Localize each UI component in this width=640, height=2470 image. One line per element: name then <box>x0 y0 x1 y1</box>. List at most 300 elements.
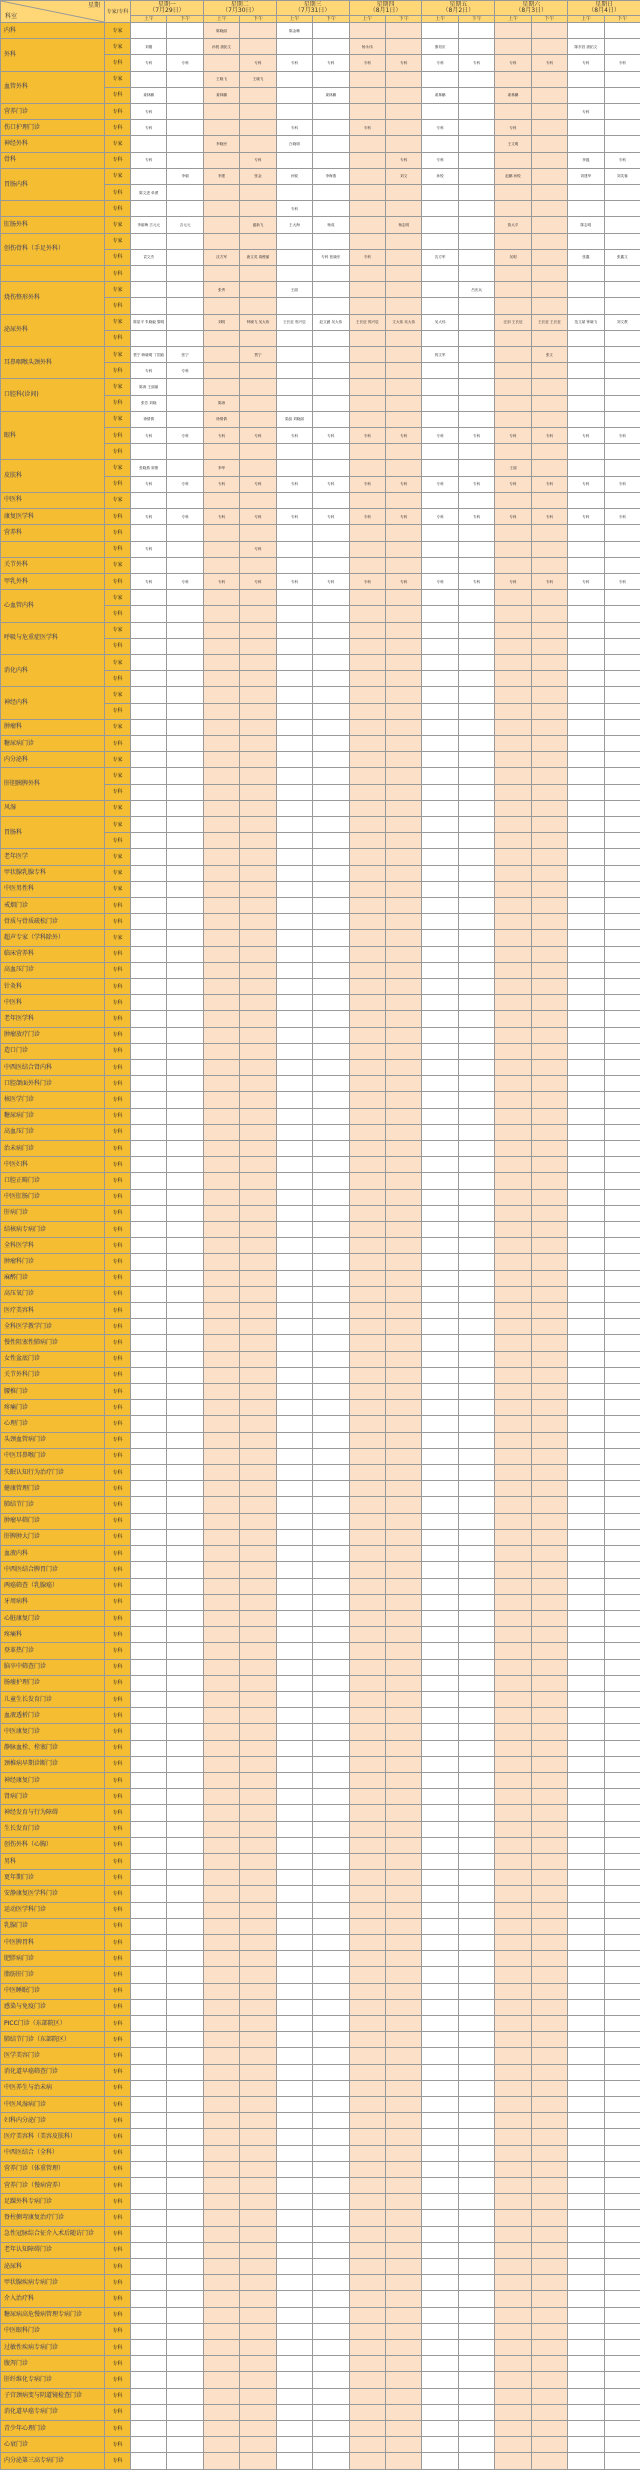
schedule-cell <box>386 2161 422 2177</box>
department-name: 高血压门诊 <box>1 1124 105 1140</box>
schedule-cell <box>313 2064 349 2080</box>
schedule-row <box>1 1708 640 1724</box>
schedule-cell <box>495 1870 531 1886</box>
schedule-cell <box>458 654 494 670</box>
schedule-cell: 钟晓飞 吴大伟 <box>240 314 276 330</box>
schedule-cell <box>531 2064 567 2080</box>
schedule-cell <box>568 233 604 249</box>
schedule-row <box>1 622 640 638</box>
schedule-cell <box>131 266 167 282</box>
schedule-cell <box>240 1886 276 1902</box>
schedule-cell <box>422 1027 458 1043</box>
department-name: 男科 <box>1 1853 105 1869</box>
schedule-cell <box>386 2307 422 2323</box>
clinic-type: 专科 <box>105 509 131 525</box>
schedule-cell <box>422 1092 458 1108</box>
schedule-cell <box>604 1497 640 1513</box>
clinic-type: 专家 <box>105 379 131 395</box>
schedule-cell: 陈文进 单勇 <box>131 185 167 201</box>
schedule-cell <box>349 1870 385 1886</box>
schedule-cell <box>386 1238 422 1254</box>
schedule-cell <box>276 2372 312 2388</box>
department-name: 足踝外科专病门诊 <box>1 2194 105 2210</box>
schedule-cell <box>604 1886 640 1902</box>
schedule-cell <box>313 395 349 411</box>
department-name: 甲状腺疾病专病门诊 <box>1 2275 105 2291</box>
am-header: 上午 <box>349 16 385 23</box>
schedule-cell <box>240 1416 276 1432</box>
schedule-row <box>1 1448 640 1464</box>
schedule-cell <box>495 2291 531 2307</box>
schedule-cell <box>422 1335 458 1351</box>
schedule-row <box>1 1011 640 1027</box>
schedule-cell <box>386 1853 422 1869</box>
clinic-type: 专科 <box>105 1173 131 1189</box>
schedule-cell <box>203 1853 239 1869</box>
schedule-cell <box>495 768 531 784</box>
schedule-cell <box>167 1951 203 1967</box>
schedule-cell <box>568 2421 604 2437</box>
schedule-cell: 专科 <box>422 120 458 136</box>
schedule-cell <box>131 2259 167 2275</box>
schedule-cell <box>495 444 531 460</box>
schedule-cell <box>167 1513 203 1529</box>
schedule-cell <box>240 1189 276 1205</box>
schedule-cell <box>422 1675 458 1691</box>
schedule-cell <box>203 1141 239 1157</box>
schedule-cell <box>458 1319 494 1335</box>
schedule-cell <box>167 946 203 962</box>
department-name: 全科医学科 <box>1 1238 105 1254</box>
schedule-cell <box>167 590 203 606</box>
schedule-cell <box>167 2048 203 2064</box>
schedule-cell <box>313 930 349 946</box>
schedule-cell <box>422 266 458 282</box>
schedule-cell <box>313 1481 349 1497</box>
schedule-cell <box>568 282 604 298</box>
clinic-type: 专科 <box>105 1805 131 1821</box>
schedule-cell: 专科 <box>313 428 349 444</box>
schedule-cell <box>313 2048 349 2064</box>
schedule-cell <box>604 2226 640 2242</box>
schedule-cell <box>604 1432 640 1448</box>
schedule-cell <box>203 2421 239 2437</box>
schedule-cell <box>531 1513 567 1529</box>
schedule-cell <box>313 525 349 541</box>
clinic-type: 专科 <box>105 201 131 217</box>
schedule-cell <box>276 2080 312 2096</box>
schedule-cell <box>386 606 422 622</box>
department-name: 中西医结合肾内科 <box>1 1060 105 1076</box>
schedule-cell <box>422 1432 458 1448</box>
schedule-cell <box>422 865 458 881</box>
schedule-cell <box>167 2226 203 2242</box>
schedule-cell <box>131 1578 167 1594</box>
clinic-type: 专科 <box>105 363 131 379</box>
schedule-cell <box>167 2032 203 2048</box>
schedule-cell <box>203 1967 239 1983</box>
schedule-cell <box>349 282 385 298</box>
schedule-cell <box>386 1400 422 1416</box>
schedule-cell <box>240 590 276 606</box>
schedule-cell <box>313 120 349 136</box>
schedule-cell <box>167 23 203 39</box>
schedule-cell <box>240 2178 276 2194</box>
schedule-cell <box>167 1092 203 1108</box>
schedule-cell <box>531 39 567 55</box>
department-name: 肾病门诊 <box>1 1789 105 1805</box>
schedule-cell <box>495 557 531 573</box>
department-name: PICC门诊（东部院区） <box>1 2015 105 2031</box>
schedule-cell: 专科 <box>131 573 167 589</box>
schedule-cell <box>167 39 203 55</box>
schedule-cell <box>495 492 531 508</box>
schedule-cell <box>240 1319 276 1335</box>
schedule-cell <box>276 104 312 120</box>
schedule-cell <box>386 2404 422 2420</box>
schedule-cell <box>458 557 494 573</box>
schedule-row <box>1 2356 640 2372</box>
schedule-row <box>1 233 640 249</box>
schedule-cell <box>167 2291 203 2307</box>
schedule-cell <box>203 1416 239 1432</box>
department-name: 戒烟门诊 <box>1 897 105 913</box>
schedule-cell <box>276 914 312 930</box>
schedule-cell: 专科 <box>276 55 312 71</box>
schedule-cell <box>349 1659 385 1675</box>
schedule-cell <box>349 2437 385 2453</box>
schedule-cell <box>531 104 567 120</box>
schedule-cell <box>386 557 422 573</box>
clinic-type: 专科 <box>105 298 131 314</box>
schedule-cell <box>203 2032 239 2048</box>
schedule-cell <box>167 1400 203 1416</box>
schedule-cell: 专科 <box>203 573 239 589</box>
schedule-cell <box>349 1756 385 1772</box>
department-name: 血液内科 <box>1 1546 105 1562</box>
schedule-cell <box>458 2323 494 2339</box>
schedule-cell <box>349 1400 385 1416</box>
schedule-cell <box>568 2161 604 2177</box>
schedule-cell <box>568 1124 604 1140</box>
schedule-row <box>1 1254 640 1270</box>
schedule-cell <box>495 2210 531 2226</box>
schedule-cell <box>167 2437 203 2453</box>
schedule-cell: 刘文教 <box>604 314 640 330</box>
schedule-cell <box>495 2307 531 2323</box>
schedule-cell <box>568 492 604 508</box>
schedule-cell <box>386 833 422 849</box>
schedule-cell <box>422 687 458 703</box>
schedule-cell <box>240 1076 276 1092</box>
schedule-cell <box>167 1335 203 1351</box>
schedule-cell <box>276 1708 312 1724</box>
schedule-cell <box>203 622 239 638</box>
schedule-cell <box>386 541 422 557</box>
schedule-cell <box>458 1578 494 1594</box>
schedule-cell: 张鑫文 <box>604 249 640 265</box>
schedule-cell: 张秀 <box>203 282 239 298</box>
schedule-cell <box>131 995 167 1011</box>
schedule-cell <box>276 2097 312 2113</box>
schedule-cell: 姜林鹏 <box>131 87 167 103</box>
schedule-cell: 专科 <box>276 476 312 492</box>
clinic-type: 专科 <box>105 703 131 719</box>
schedule-cell <box>203 1481 239 1497</box>
department-name: 中医科 <box>1 995 105 1011</box>
schedule-cell <box>604 865 640 881</box>
schedule-cell <box>349 1529 385 1545</box>
schedule-cell: 专科 <box>458 476 494 492</box>
schedule-cell <box>203 1821 239 1837</box>
clinic-type: 专家 <box>105 347 131 363</box>
schedule-cell <box>167 1643 203 1659</box>
schedule-row <box>1 1983 640 1999</box>
schedule-cell <box>422 201 458 217</box>
schedule-cell <box>131 2404 167 2420</box>
schedule-cell <box>240 395 276 411</box>
schedule-cell: 专科 <box>240 509 276 525</box>
schedule-cell: 专科 <box>422 476 458 492</box>
schedule-cell <box>568 1027 604 1043</box>
schedule-row <box>1 104 640 120</box>
schedule-cell <box>131 2210 167 2226</box>
schedule-cell <box>167 1740 203 1756</box>
schedule-cell <box>131 1934 167 1950</box>
schedule-cell <box>349 1886 385 1902</box>
schedule-cell <box>349 1238 385 1254</box>
department-name: 更年期门诊 <box>1 1870 105 1886</box>
schedule-cell <box>495 833 531 849</box>
schedule-cell <box>568 638 604 654</box>
schedule-cell <box>531 185 567 201</box>
schedule-cell <box>131 1335 167 1351</box>
schedule-cell <box>422 541 458 557</box>
schedule-cell: 专科 <box>313 55 349 71</box>
clinic-type: 专家 <box>105 136 131 152</box>
schedule-cell <box>167 2113 203 2129</box>
schedule-cell: 李晓民 <box>203 136 239 152</box>
schedule-cell <box>531 2323 567 2339</box>
schedule-cell <box>604 201 640 217</box>
schedule-cell: 专科 <box>422 428 458 444</box>
schedule-cell <box>203 1610 239 1626</box>
schedule-cell: 专科 <box>203 509 239 525</box>
schedule-cell <box>349 2275 385 2291</box>
schedule-cell <box>386 1546 422 1562</box>
schedule-cell <box>349 1303 385 1319</box>
schedule-cell <box>313 865 349 881</box>
schedule-cell <box>422 282 458 298</box>
schedule-cell: 专科 <box>458 428 494 444</box>
schedule-cell <box>531 768 567 784</box>
department-name: 骨科 <box>1 152 105 168</box>
schedule-cell <box>458 1108 494 1124</box>
schedule-cell <box>276 1303 312 1319</box>
schedule-cell <box>167 2453 203 2469</box>
schedule-cell <box>313 460 349 476</box>
schedule-cell <box>131 897 167 913</box>
schedule-cell <box>495 2032 531 2048</box>
schedule-cell <box>495 1821 531 1837</box>
clinic-type: 专科 <box>105 2453 131 2469</box>
schedule-cell <box>276 2421 312 2437</box>
schedule-cell <box>568 622 604 638</box>
schedule-cell <box>131 1675 167 1691</box>
schedule-cell: 专科 <box>276 120 312 136</box>
schedule-cell <box>531 833 567 849</box>
clinic-type: 专家 <box>105 849 131 865</box>
schedule-cell: 李朝 <box>167 168 203 184</box>
schedule-cell <box>313 1448 349 1464</box>
schedule-cell <box>313 784 349 800</box>
schedule-cell <box>458 2032 494 2048</box>
schedule-cell <box>568 201 604 217</box>
schedule-cell <box>604 541 640 557</box>
schedule-cell: 专科 <box>131 476 167 492</box>
schedule-cell <box>240 298 276 314</box>
schedule-cell <box>240 930 276 946</box>
schedule-cell <box>240 816 276 832</box>
schedule-cell <box>167 654 203 670</box>
schedule-cell: 陈星平 朱晓毅 黎明 <box>131 314 167 330</box>
schedule-cell <box>458 1594 494 1610</box>
schedule-cell <box>422 606 458 622</box>
schedule-cell <box>313 1789 349 1805</box>
schedule-cell <box>240 2404 276 2420</box>
schedule-cell <box>167 2421 203 2437</box>
department-name: 医疗美容科 <box>1 1303 105 1319</box>
schedule-cell <box>131 865 167 881</box>
schedule-row <box>1 1659 640 1675</box>
clinic-type: 专科 <box>105 2032 131 2048</box>
schedule-cell <box>531 1124 567 1140</box>
schedule-cell <box>604 946 640 962</box>
schedule-cell <box>276 2453 312 2469</box>
schedule-cell <box>422 1902 458 1918</box>
schedule-cell <box>531 249 567 265</box>
clinic-type: 专科 <box>105 1448 131 1464</box>
schedule-cell <box>240 2048 276 2064</box>
schedule-cell <box>568 752 604 768</box>
schedule-cell <box>422 1821 458 1837</box>
schedule-cell <box>422 881 458 897</box>
schedule-cell <box>313 2113 349 2129</box>
schedule-cell <box>203 1432 239 1448</box>
schedule-cell <box>495 654 531 670</box>
schedule-cell <box>568 1092 604 1108</box>
schedule-cell <box>531 2032 567 2048</box>
clinic-type: 专科 <box>105 444 131 460</box>
schedule-cell <box>203 201 239 217</box>
schedule-cell <box>604 2015 640 2031</box>
schedule-cell <box>167 1076 203 1092</box>
schedule-cell <box>167 1691 203 1707</box>
schedule-cell <box>313 1886 349 1902</box>
schedule-cell <box>531 1189 567 1205</box>
schedule-cell <box>240 2242 276 2258</box>
schedule-cell <box>240 897 276 913</box>
schedule-cell <box>604 1999 640 2015</box>
schedule-cell <box>313 1205 349 1221</box>
schedule-cell <box>604 881 640 897</box>
schedule-cell <box>313 1999 349 2015</box>
schedule-cell <box>167 136 203 152</box>
schedule-cell <box>167 2372 203 2388</box>
schedule-cell <box>568 1108 604 1124</box>
schedule-cell: 盛新飞 <box>240 217 276 233</box>
schedule-cell <box>276 1691 312 1707</box>
schedule-cell <box>495 1270 531 1286</box>
schedule-cell <box>313 1853 349 1869</box>
schedule-cell <box>604 2356 640 2372</box>
schedule-cell <box>203 1724 239 1740</box>
schedule-cell <box>313 1805 349 1821</box>
schedule-cell: 专科 <box>131 363 167 379</box>
schedule-cell <box>604 768 640 784</box>
clinic-type: 专科 <box>105 1886 131 1902</box>
schedule-cell: 专科 <box>495 509 531 525</box>
schedule-cell <box>568 1481 604 1497</box>
schedule-cell <box>203 1335 239 1351</box>
clinic-type: 专科 <box>105 185 131 201</box>
schedule-cell <box>604 1465 640 1481</box>
schedule-cell <box>240 881 276 897</box>
schedule-cell <box>240 1222 276 1238</box>
schedule-cell <box>276 1529 312 1545</box>
schedule-cell <box>313 1286 349 1302</box>
schedule-cell <box>386 2291 422 2307</box>
schedule-cell <box>276 2145 312 2161</box>
schedule-cell <box>422 1562 458 1578</box>
schedule-cell: 专科 <box>131 509 167 525</box>
schedule-cell <box>422 2210 458 2226</box>
schedule-cell <box>167 1918 203 1934</box>
schedule-cell <box>568 347 604 363</box>
day-name: 星期日 <box>595 1 613 8</box>
schedule-cell <box>203 881 239 897</box>
schedule-cell <box>240 120 276 136</box>
schedule-cell <box>604 1205 640 1221</box>
schedule-cell <box>203 2194 239 2210</box>
schedule-cell <box>531 1384 567 1400</box>
schedule-cell <box>349 1562 385 1578</box>
schedule-cell <box>349 2064 385 2080</box>
schedule-cell <box>531 1562 567 1578</box>
day-header-thu <box>349 1 422 16</box>
schedule-cell <box>422 2437 458 2453</box>
schedule-cell: 姜林鹏 <box>313 87 349 103</box>
schedule-cell: 王丽 <box>276 282 312 298</box>
am-header: 上午 <box>203 16 239 23</box>
schedule-cell <box>349 978 385 994</box>
schedule-cell <box>240 1465 276 1481</box>
clinic-type: 专科 <box>105 1513 131 1529</box>
schedule-cell <box>167 2356 203 2372</box>
schedule-cell <box>386 460 422 476</box>
schedule-cell <box>458 2161 494 2177</box>
schedule-cell <box>167 2145 203 2161</box>
schedule-cell: 专科 <box>422 152 458 168</box>
schedule-cell <box>531 2145 567 2161</box>
schedule-cell <box>422 2453 458 2469</box>
schedule-cell <box>495 1286 531 1302</box>
schedule-cell <box>131 1951 167 1967</box>
schedule-row <box>1 1513 640 1529</box>
schedule-cell <box>568 1011 604 1027</box>
schedule-cell <box>422 703 458 719</box>
schedule-cell <box>458 881 494 897</box>
